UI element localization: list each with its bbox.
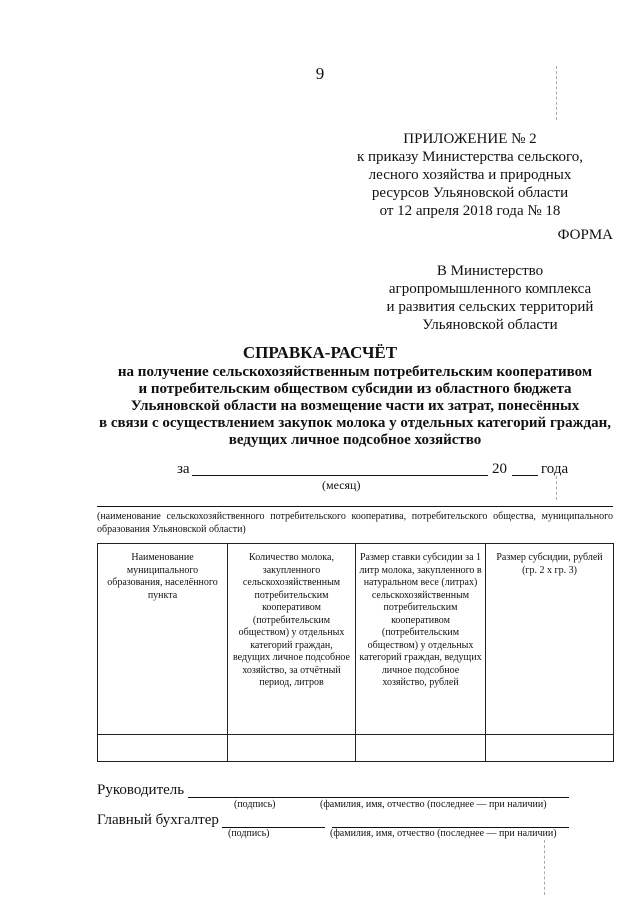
head-signature-label: Руководитель [97, 782, 185, 798]
name-caption: (фамилия, имя, отчество (последнее — при наличии) [330, 828, 557, 839]
month-caption: (месяц) [322, 478, 361, 492]
document-subtitle [60, 364, 640, 449]
table-header-row [98, 544, 614, 735]
subtitle-line: в связи с осуществлением закупок молока у отдельных категорий граждан, [99, 415, 611, 431]
appendix-line: от 12 апреля 2018 года № 18 [379, 203, 561, 219]
head-signature-line[interactable] [188, 797, 569, 798]
organization-caption: (наименование сельскохозяйственного потребительского кооператива, потребительского общества, муниципального образования Ульяновской области) [97, 511, 613, 535]
table-header-cell: Количество молока, закупленного сельскохозяйственным потребительским кооперативом (потребительским обществом) у отдельных категорий граждан, ведущих личное подсобное хозяйство, за отчётный период, литров [228, 544, 356, 735]
table-header-cell: Наименование муниципального образования, населённого пункта [98, 544, 228, 735]
subtitle-line: и потребительским обществом субсидии из областного бюджета [138, 381, 572, 397]
subtitle-line: на получение сельскохозяйственным потребительским кооперативом [117, 364, 593, 380]
addressee-line: агропромышленного комплекса [388, 281, 592, 297]
addressee-block [360, 262, 620, 334]
page-number: 9 [315, 64, 325, 83]
table-cell[interactable] [98, 735, 228, 762]
scan-artifact [544, 840, 545, 895]
table-row [98, 735, 614, 762]
appendix-header [340, 130, 600, 220]
table-header-cell: Размер субсидии, рублей (гр. 2 х гр. 3) [486, 544, 614, 735]
addressee-line: Ульяновской области [422, 317, 558, 333]
table-cell[interactable] [486, 735, 614, 762]
appendix-line: ПРИЛОЖЕНИЕ № 2 [403, 131, 537, 147]
appendix-line: ресурсов Ульяновской области [371, 185, 569, 201]
appendix-line: к приказу Министерства сельского, [356, 149, 583, 165]
table-cell[interactable] [356, 735, 486, 762]
month-input-line[interactable] [192, 475, 488, 476]
organization-input-line[interactable] [97, 506, 613, 507]
year-prefix: 20 [492, 461, 507, 477]
signature-caption: (подпись) [234, 799, 276, 810]
year-suffix: года [541, 461, 569, 477]
calculation-table [97, 543, 614, 762]
signature-caption: (подпись) [228, 828, 270, 839]
scan-artifact [556, 476, 557, 500]
table-header-cell: Размер ставки субсидии за 1 литр молока, закупленного в натуральном весе (литрах) сельскохозяйственным потребительским кооперативом (потребительским обществом) у отдельных категорий граждан, ведущих личное подсобное хозяйство, рублей [356, 544, 486, 735]
period-prefix: за [177, 461, 190, 477]
year-input-line[interactable] [512, 475, 538, 476]
appendix-line: лесного хозяйства и природных [368, 167, 572, 183]
document-title: СПРАВКА-РАСЧЁТ [242, 343, 398, 362]
subtitle-line: Ульяновской области на возмещение части их затрат, понесённых [130, 398, 580, 414]
addressee-line: и развития сельских территорий [386, 299, 594, 315]
form-label: ФОРМА [557, 227, 613, 243]
accountant-signature-label: Главный бухгалтер [97, 812, 219, 828]
name-caption: (фамилия, имя, отчество (последнее — при наличии) [320, 799, 547, 810]
subtitle-line: ведущих личное подсобное хозяйство [228, 432, 482, 448]
table-cell[interactable] [228, 735, 356, 762]
addressee-line: В Министерство [436, 263, 544, 279]
